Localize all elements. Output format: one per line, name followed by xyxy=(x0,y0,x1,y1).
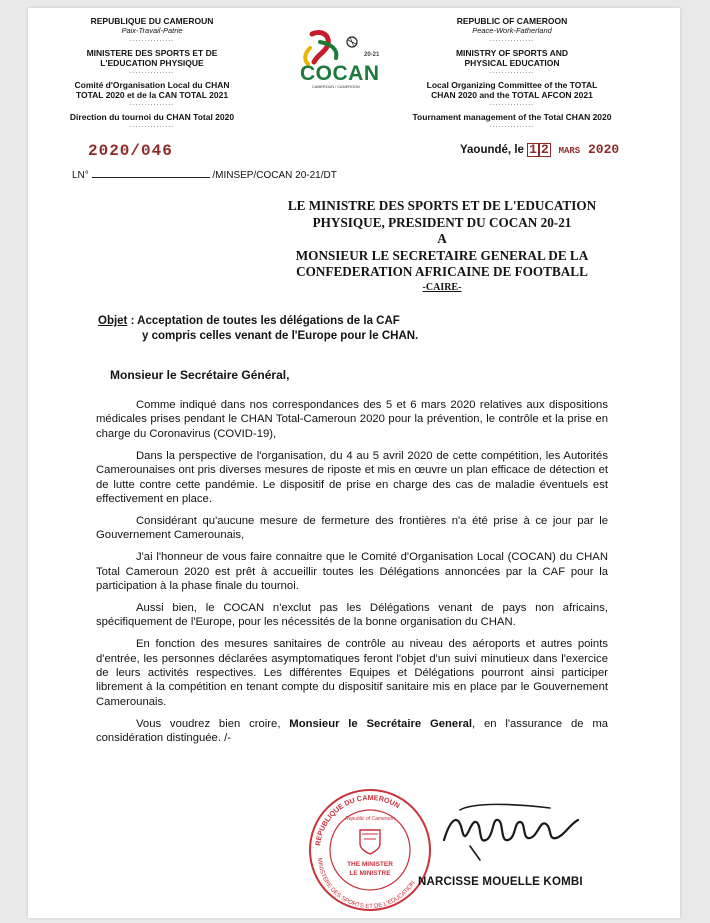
seal-center-title-2: LE MINISTRE xyxy=(349,870,391,877)
closing-paragraph xyxy=(96,717,608,746)
paragraph: Aussi bien, le COCAN n'exclut pas les Délégations venant de pays non africains, spécifiquement de l'Europe, pour les nécessités de la bonne organisation du CHAN. xyxy=(96,601,608,629)
paragraph: Dans la perspective de l'organisation, du 4 au 5 avril 2020 de cette compétition, les Autorités Camerounaises ont pris diverses mesures de riposte et mis en œuvre un plan efficace de détection et de lutte contre cette pandémie. Le dispositif de prise en charge des cas de maladie éventuels est effectivement en place. xyxy=(96,449,608,505)
header-right-divider: ............... xyxy=(489,100,535,107)
signatory-name: NARCISSE MOUELLE KOMBI xyxy=(418,876,583,888)
closing-addressee: Monsieur le Secrétaire General xyxy=(289,717,473,730)
header-left-divider: ............... xyxy=(129,100,175,107)
header-left-divider: ............... xyxy=(129,68,175,75)
addressee-city: -CAIRE- xyxy=(422,281,462,293)
header-left-ministry: MINISTERE DES SPORTS ET DE xyxy=(86,48,218,58)
date-line xyxy=(460,142,619,157)
reference-line xyxy=(72,168,337,181)
addressee-line: CONFEDERATION AFRICAINE DE FOOTBALL xyxy=(296,264,588,279)
paragraph: Comme indiqué dans nos correspondances des 5 et 6 mars 2020 relatives aux dispositions médicales prises pendant le CHAN Total-Cameroun 2020 pour la prévention, le contrôle et la prise en charge du Coronavirus (COVID-19), xyxy=(96,399,608,440)
header-right-ministry: MINISTRY OF SPORTS AND xyxy=(455,48,569,58)
addressee-line: PHYSIQUE, PRESIDENT DU COCAN 20-21 xyxy=(312,214,572,230)
ln-blank xyxy=(92,168,210,178)
paragraph: En fonction des mesures sanitaires de contrôle au niveau des aéroports et autres points d'entrée, les personnes déclarées asymptomatiques feront l'objet d'un suivi minutieux dans l'exercice de leurs activités respectives. Les différentes Equipes et Délégations pourront ainsi participer librement à la compétition en tenant compte du dispositif sanitaire mis en place par le Gouvernement Camerounais. xyxy=(96,638,608,708)
addressee-block xyxy=(232,198,652,295)
header-right-divider: ............... xyxy=(489,36,535,43)
header-left-direction: Direction du tournoi du CHAN Total 2020 xyxy=(69,112,235,122)
subject-text-2: y compris celles venant de l'Europe pour le CHAN. xyxy=(142,330,419,342)
logo-years: 20-21 xyxy=(364,52,380,58)
ln-suffix: /MINSEP/COCAN 20-21/DT xyxy=(212,170,337,181)
header-left-divider: ............... xyxy=(129,36,175,43)
signature-icon xyxy=(440,800,590,870)
paragraph: J'ai l'honneur de vous faire connaitre que le Comité d'Organisation Local (COCAN) du CHAN Total Cameroun 2020 est prêt à accueillir toutes les Délégations annoncées par la CAF pour la participation à la phase finale du tournoi. xyxy=(96,551,608,592)
header-right-ministry-2: PHYSICAL EDUCATION xyxy=(464,58,560,68)
ln-label: LN° xyxy=(72,170,89,181)
date-year-stamp: 2020 xyxy=(587,142,620,157)
paragraph: Considérant qu'aucune mesure de fermeture des frontières n'a été prise à ce jour par le Gouvernement Camerounais, xyxy=(96,514,608,542)
addressee-line: LE MINISTRE DES SPORTS ET DE L'EDUCATION xyxy=(287,198,597,213)
header-left-motto: Paix-Travail-Patrie xyxy=(121,26,183,35)
header-left-committee: Comité d'Organisation Local du CHAN xyxy=(74,80,230,90)
subject-block xyxy=(98,314,418,344)
subject-label: Objet xyxy=(98,315,128,327)
header-left-committee-2: TOTAL 2020 et de la CAN TOTAL 2021 xyxy=(75,90,229,100)
header-right-motto: Peace-Work-Fatherland xyxy=(472,26,552,35)
header-right-committee-2: CHAN 2020 and the TOTAL AFCON 2021 xyxy=(431,90,593,100)
seal-text-top: REPUBLIQUE DU CAMEROUN xyxy=(313,792,402,847)
date-day-stamp: 1 xyxy=(529,142,537,157)
cocan-logo xyxy=(290,28,400,90)
addressee-line: MONSIEUR LE SECRETAIRE GENERAL DE LA xyxy=(295,247,589,263)
official-seal-icon xyxy=(306,786,434,914)
seal-text-bottom: MINISTERE DES SPORTS ET DE L'EDUCATION xyxy=(315,857,417,911)
header-left xyxy=(52,16,252,130)
salutation: Monsieur le Secrétaire Général, xyxy=(110,368,290,382)
header-right xyxy=(392,16,632,130)
subject-text: : Acceptation de toutes les délégations de la CAF xyxy=(127,315,400,327)
seal-text-english: Republic of Cameroon xyxy=(345,816,395,822)
logo-subtitle: CAMEROUN / CAMEROON xyxy=(312,85,360,89)
date-day-stamp-2: 2 xyxy=(540,142,549,157)
date-month-stamp: MARS xyxy=(558,146,581,156)
header-right-divider: ............... xyxy=(489,122,535,129)
date-stamp xyxy=(527,142,619,157)
header-right-country: REPUBLIC OF CAMEROON xyxy=(456,16,568,26)
addressee-line: A xyxy=(437,231,447,246)
closing-text-2: , en l'assurance de ma considération distinguée. /- xyxy=(96,717,609,745)
header-left-ministry-2: L'EDUCATION PHYSIQUE xyxy=(100,58,204,68)
header-right-committee: Local Organizing Committee of the TOTAL xyxy=(426,80,598,90)
logo-wordmark: COCAN xyxy=(300,62,380,85)
header-right-divider: ............... xyxy=(489,68,535,75)
letter-body xyxy=(96,398,608,746)
date-place: Yaoundé, le xyxy=(460,144,524,156)
closing-text: Vous voudrez bien croire, xyxy=(136,717,290,730)
seal-center-title: THE MINISTER xyxy=(347,861,393,868)
header-left-country: REPUBLIQUE DU CAMEROUN xyxy=(90,16,214,26)
header-right-management: Tournament management of the Total CHAN 2020 xyxy=(412,112,612,122)
header-left-divider: ............... xyxy=(129,122,175,129)
reference-stamp: 2020/046 xyxy=(88,142,173,160)
